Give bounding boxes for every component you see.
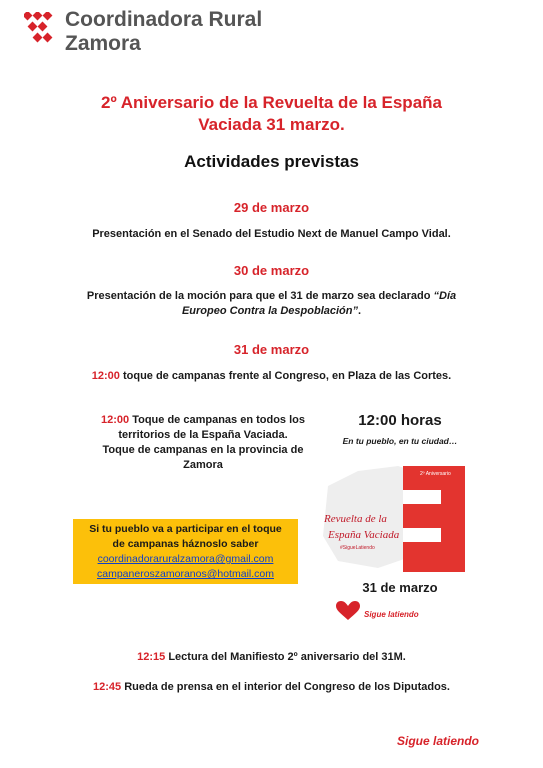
date-31-marzo: 31 de marzo bbox=[233, 342, 310, 357]
heart-icon bbox=[336, 601, 360, 621]
event-item-2-text-c: Toque de campanas en la provincia de bbox=[102, 444, 304, 456]
event-item-1 bbox=[0, 369, 543, 384]
event-text-30 bbox=[0, 289, 543, 319]
contact-line2: de campanas háznoslo saber bbox=[112, 538, 259, 550]
event-item-4-time: 12:45 bbox=[93, 681, 122, 693]
page-title bbox=[0, 92, 543, 136]
title-line2: Vaciada 31 marzo. bbox=[198, 115, 345, 134]
promo-badge: 2º Aniversario bbox=[420, 471, 451, 477]
promo-script-line2: España Vaciada bbox=[328, 529, 400, 541]
event-item-2-text-a: Toque de campanas en todos los bbox=[129, 414, 305, 426]
contact-line1: Si tu pueblo va a participar en el toque bbox=[89, 523, 282, 535]
event-item-2-text-b: territorios de la España Vaciada. bbox=[118, 429, 288, 441]
event-item-4 bbox=[0, 680, 543, 695]
event-item-1-text: toque de campanas frente al Congreso, en Plaza de las Cortes. bbox=[119, 370, 452, 382]
promo-date: 31 de marzo bbox=[362, 580, 438, 595]
title-line1: 2º Aniversario de la Revuelta de la España bbox=[100, 93, 442, 112]
event-item-3-time: 12:15 bbox=[137, 651, 166, 663]
page-subtitle: Actividades previstas bbox=[184, 152, 359, 171]
promo-graphic bbox=[318, 456, 478, 576]
event-item-2-time: 12:00 bbox=[101, 414, 130, 426]
heart-text: Sigue latiendo bbox=[364, 610, 419, 619]
event-item-2 bbox=[80, 413, 326, 473]
promo-hashtag: #SigueLatiendo bbox=[340, 545, 375, 551]
date-29-marzo: 29 de marzo bbox=[233, 200, 310, 215]
event-item-3 bbox=[0, 650, 543, 665]
event-item-3-text: Lectura del Manifiesto 2º aniversario del 31M. bbox=[165, 651, 406, 663]
promo-heart-row bbox=[336, 601, 419, 621]
promo-red-block bbox=[403, 466, 465, 572]
promo-hours: 12:00 horas bbox=[358, 412, 442, 429]
event-text-30-a: Presentación de la moción para que el 31 de marzo sea declarado bbox=[86, 290, 434, 302]
event-text-30-italic-a: “Día bbox=[433, 290, 457, 302]
date-30-marzo: 30 de marzo bbox=[233, 263, 310, 278]
event-item-4-text: Rueda de prensa en el interior del Congreso de los Diputados. bbox=[121, 681, 450, 693]
email-link-coordinadora[interactable]: coordinadoraruralzamora@gmail.com bbox=[97, 553, 274, 565]
email-link-campaneros[interactable]: campaneroszamoranos@hotmail.com bbox=[97, 568, 274, 580]
contact-box bbox=[73, 519, 298, 584]
event-text-30-italic-b: Europeo Contra la Despoblación” bbox=[181, 305, 358, 317]
event-item-1-time: 12:00 bbox=[91, 370, 120, 382]
event-item-2-text-d: Zamora bbox=[183, 459, 223, 471]
event-text-30-end: . bbox=[357, 305, 362, 317]
event-text-29: Presentación en el Senado del Estudio Next de Manuel Campo Vidal. bbox=[92, 228, 451, 240]
logo-icon bbox=[24, 12, 54, 52]
promo-script-line1: Revuelta de la bbox=[324, 513, 387, 525]
promo-tagline: En tu pueblo, en tu ciudad… bbox=[342, 436, 458, 446]
footer-slogan: Sigue latiendo bbox=[396, 734, 479, 748]
org-name bbox=[65, 8, 262, 56]
org-name-line1: Coordinadora Rural bbox=[65, 8, 263, 31]
org-name-line2: Zamora bbox=[65, 32, 141, 55]
